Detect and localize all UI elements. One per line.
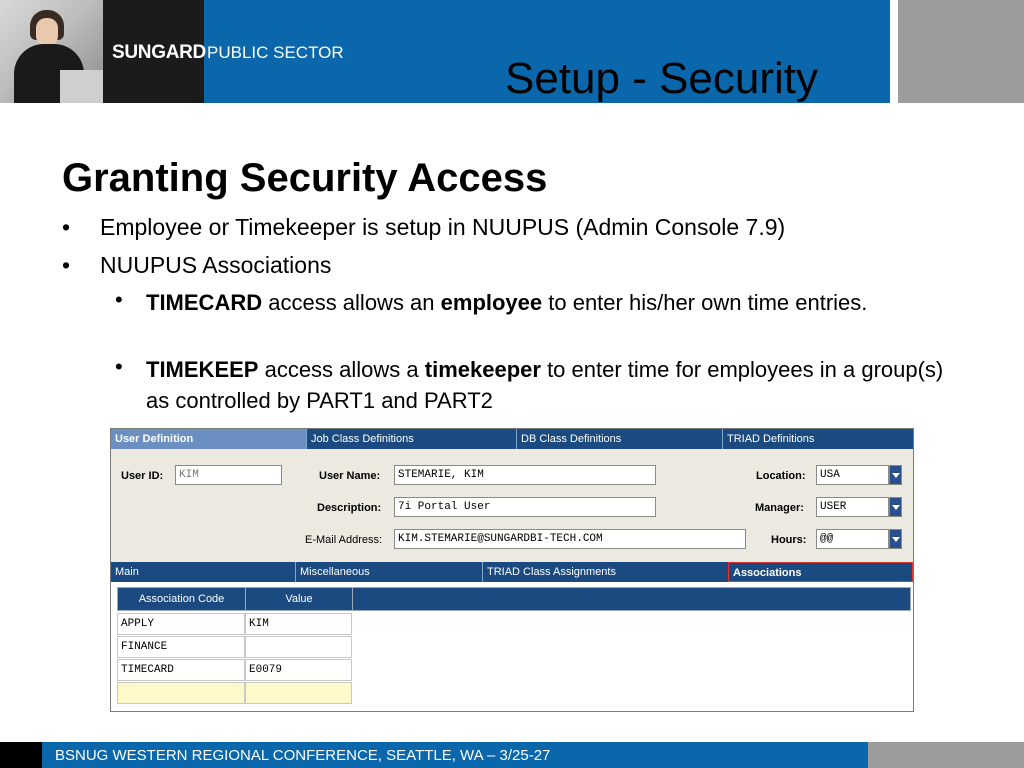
column-header-value[interactable]: Value (246, 588, 353, 610)
user-name-label: User Name: (319, 470, 381, 482)
association-value-cell[interactable]: KIM (245, 613, 352, 635)
header-photo (0, 0, 103, 103)
bullet-dot-icon: • (115, 354, 123, 379)
manager-label: Manager: (755, 502, 804, 514)
tab-db-class-definitions[interactable]: DB Class Definitions (516, 429, 722, 449)
location-select[interactable]: USA (816, 465, 889, 485)
association-code-cell[interactable]: APPLY (117, 613, 245, 635)
top-tab-bar (111, 429, 913, 449)
user-id-label: User ID: (121, 470, 164, 482)
description-label: Description: (317, 502, 382, 514)
hours-label: Hours: (771, 534, 807, 546)
tab-triad-class-assignments[interactable]: TRIAD Class Assignments (482, 562, 728, 582)
bullet-dot-icon: • (115, 287, 123, 312)
tab-user-definition[interactable]: User Definition (111, 429, 306, 449)
tab-associations[interactable]: Associations (728, 562, 913, 582)
hours-select[interactable]: @@ (816, 529, 889, 549)
content-heading: Granting Security Access (62, 156, 548, 200)
association-value-cell[interactable] (245, 636, 352, 658)
location-dropdown-icon[interactable] (889, 465, 902, 485)
association-code-cell[interactable]: TIMECARD (117, 659, 245, 681)
sub-tab-bar (111, 562, 913, 582)
location-label: Location: (756, 470, 806, 482)
tab-miscellaneous[interactable]: Miscellaneous (295, 562, 482, 582)
logo-division: PUBLIC SECTOR (207, 43, 344, 62)
hours-dropdown-icon[interactable] (889, 529, 902, 549)
tab-job-class-definitions[interactable]: Job Class Definitions (306, 429, 516, 449)
association-code-cell[interactable]: FINANCE (117, 636, 245, 658)
new-association-value-cell[interactable] (245, 682, 352, 704)
associations-header (117, 587, 911, 611)
new-association-code-cell[interactable] (117, 682, 245, 704)
user-id-field[interactable]: KIM (175, 465, 282, 485)
manager-dropdown-icon[interactable] (889, 497, 902, 517)
header-gray-block (898, 0, 1024, 103)
slide-title: Setup - Security (505, 54, 819, 103)
tab-triad-definitions[interactable]: TRIAD Definitions (722, 429, 913, 449)
logo-brand: SUNGARD (112, 42, 206, 63)
footer-text: BSNUG WESTERN REGIONAL CONFERENCE, SEATTLE, WA – 3/25-27 (55, 747, 551, 764)
column-header-association-code[interactable]: Association Code (118, 588, 246, 610)
association-value-cell[interactable]: E0079 (245, 659, 352, 681)
associations-panel (111, 582, 913, 711)
email-field[interactable]: KIM.STEMARIE@SUNGARDBI-TECH.COM (394, 529, 746, 549)
email-label: E-Mail Address: (305, 534, 383, 546)
tab-main[interactable]: Main (115, 566, 139, 578)
bullet-dot-icon: • (62, 252, 71, 278)
description-field[interactable]: 7i Portal User (394, 497, 656, 517)
bullet-dot-icon: • (62, 214, 71, 240)
user-name-field[interactable]: STEMARIE, KIM (394, 465, 656, 485)
user-definition-form (110, 428, 914, 712)
manager-select[interactable]: USER (816, 497, 889, 517)
